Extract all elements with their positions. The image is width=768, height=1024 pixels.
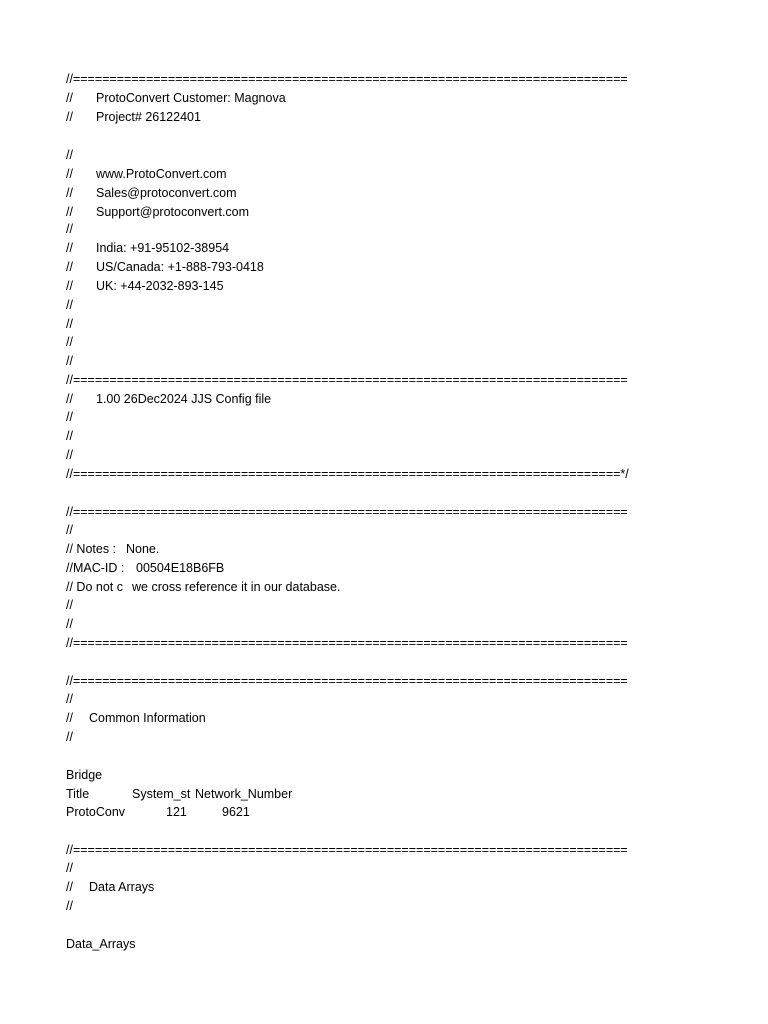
comment-marker: //	[66, 91, 73, 105]
comment-marker: //	[66, 861, 73, 875]
website-text: www.ProtoConvert.com	[96, 167, 227, 181]
comment-marker: //	[66, 448, 73, 462]
comment-marker: //	[66, 429, 73, 443]
comment-marker: //	[66, 148, 73, 162]
notes-value: None.	[126, 542, 160, 556]
common-information-heading: Common Information	[89, 711, 206, 725]
separator-text: //============================================================================	[66, 373, 628, 387]
comment-marker: //	[66, 298, 73, 312]
revision-text: 1.00 26Dec2024 JJS Config file	[96, 392, 272, 406]
separator-text: //============================================================================	[66, 505, 628, 519]
warning-text: we cross reference it in our database.	[132, 580, 341, 594]
column-header-system: System_st	[132, 787, 191, 801]
data-arrays-heading: Data Arrays	[89, 880, 155, 894]
comment-marker: //	[66, 241, 73, 255]
comment-marker: //	[66, 692, 73, 706]
column-header-title: Title	[66, 787, 90, 801]
comment-marker: //	[66, 598, 73, 612]
customer-text: ProtoConvert Customer: Magnova	[96, 91, 286, 105]
comment-marker: //	[66, 392, 73, 406]
comment-marker: //	[66, 110, 73, 124]
uk-phone-text: UK: +44-2032-893-145	[96, 279, 224, 293]
cell-system: 121	[166, 805, 187, 819]
sales-email-text: Sales@protoconvert.com	[96, 186, 237, 200]
comment-marker: //	[66, 222, 73, 236]
warning-text-truncated: // Do not c	[66, 580, 123, 594]
comment-marker: //	[66, 523, 73, 537]
mac-id-value: 00504E18B6FB	[136, 561, 225, 575]
mac-id-label: //MAC-ID :	[66, 561, 125, 575]
notes-label: // Notes :	[66, 542, 117, 556]
comment-marker: //	[66, 167, 73, 181]
india-phone-text: India: +91-95102-38954	[96, 241, 230, 255]
comment-marker: //	[66, 317, 73, 331]
separator-text: //============================================================================	[66, 674, 628, 688]
column-header-network-number: Network_Number	[195, 787, 293, 801]
separator-text: //============================================================================	[66, 72, 628, 86]
support-email-text: Support@protoconvert.com	[96, 205, 250, 219]
comment-marker: //	[66, 186, 73, 200]
us-canada-phone-text: US/Canada: +1-888-793-0418	[96, 260, 264, 274]
comment-marker: //	[66, 730, 73, 744]
project-text: Project# 26122401	[96, 110, 201, 124]
cell-title: ProtoConv	[66, 805, 126, 819]
comment-marker: //	[66, 279, 73, 293]
separator-text: //============================================================================	[66, 636, 628, 650]
separator-text: //============================================================================	[66, 843, 628, 857]
bridge-section-label: Bridge	[66, 768, 103, 782]
comment-marker: //	[66, 205, 73, 219]
comment-marker: //	[66, 880, 73, 894]
comment-marker: //	[66, 617, 73, 631]
data-arrays-section-label: Data_Arrays	[66, 937, 136, 951]
comment-marker: //	[66, 711, 73, 725]
comment-marker: //	[66, 899, 73, 913]
comment-marker: //	[66, 260, 73, 274]
separator-end-text: //===========================================================================*/	[66, 467, 629, 481]
comment-marker: //	[66, 335, 73, 349]
comment-marker: //	[66, 354, 73, 368]
comment-marker: //	[66, 410, 73, 424]
cell-network-number: 9621	[222, 805, 250, 819]
